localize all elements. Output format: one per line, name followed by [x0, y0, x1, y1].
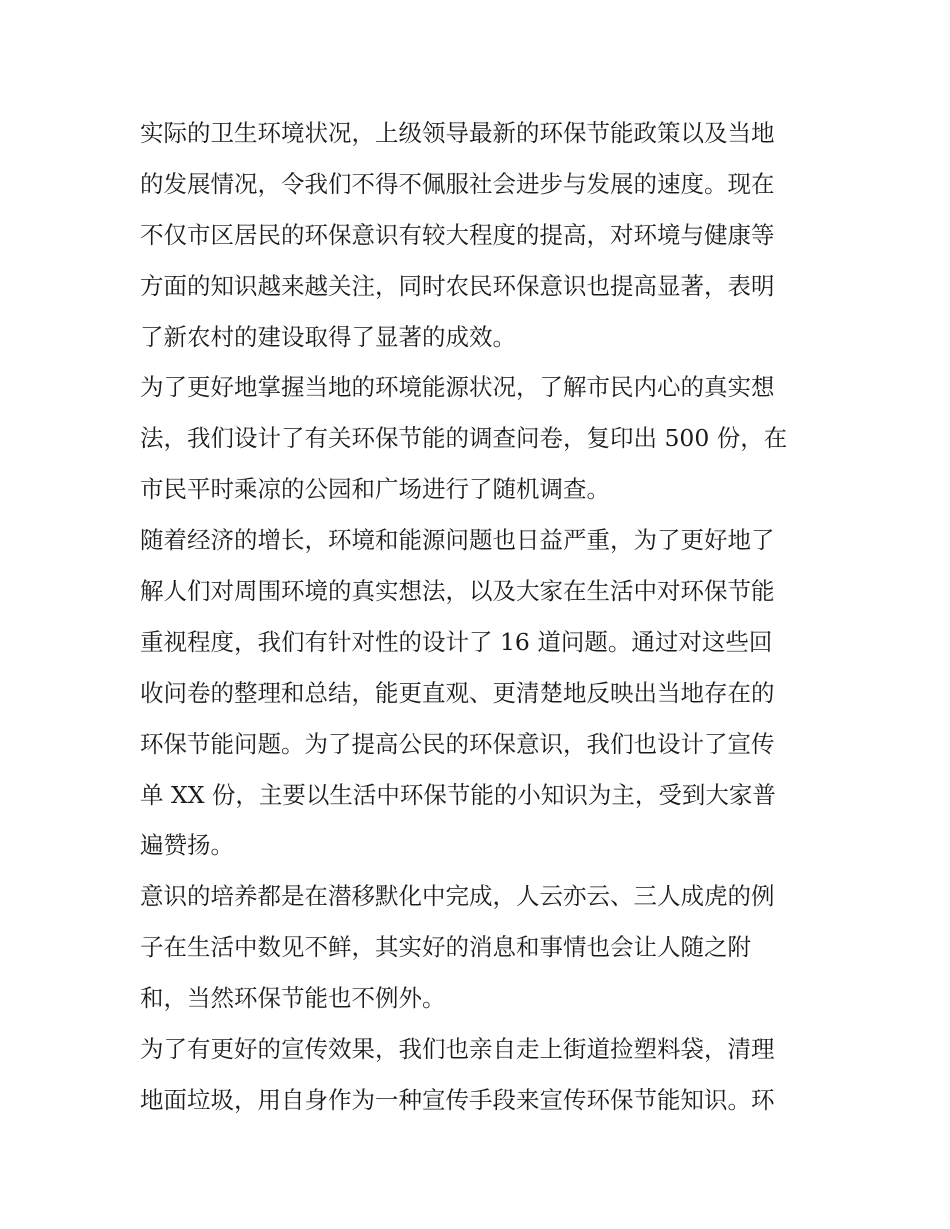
- paragraph-2: [140, 362, 820, 515]
- text-line: 为了更好地掌握当地的环境能源状况，了解市民内心的真实想: [140, 373, 775, 402]
- text-line: 了新农村的建设取得了显著的成效。: [140, 322, 516, 351]
- paragraph-4: [140, 871, 820, 1024]
- text-line: 单 XX 份，主要以生活中环保节能的小知识为主，受到大家普: [140, 780, 776, 809]
- text-line: 随着经济的增长，环境和能源问题也日益严重，为了更好地了: [140, 526, 775, 555]
- text-line: 子在生活中数见不鲜，其实好的消息和事情也会让人随之附: [140, 933, 751, 962]
- text-line: 和，当然环保节能也不例外。: [140, 984, 446, 1013]
- text-line: 实际的卫生环境状况，上级领导最新的环保节能政策以及当地: [140, 119, 775, 147]
- text-line: 重视程度，我们有针对性的设计了 16 道问题。通过对这些回: [140, 627, 773, 656]
- text-line: 解人们对周围环境的真实想法，以及大家在生活中对环保节能: [140, 577, 775, 606]
- text-line: 地面垃圾，用自身作为一种宣传手段来宣传环保节能知识。环: [140, 1085, 775, 1114]
- paragraph-3: [140, 515, 820, 871]
- text-line: 的发展情况，令我们不得不佩服社会进步与发展的速度。现在: [140, 169, 775, 198]
- text-line: 方面的知识越来越关注，同时农民环保意识也提高显著，表明: [140, 271, 775, 300]
- text-line: 环保节能问题。为了提高公民的环保意识，我们也设计了宣传: [140, 729, 775, 758]
- text-line: 市民平时乘凉的公园和广场进行了随机调查。: [140, 475, 610, 504]
- paragraph-5: [140, 1024, 820, 1126]
- text-line: 遍赞扬。: [140, 831, 234, 860]
- document-body: [140, 108, 820, 1126]
- text-line: 收问卷的整理和总结，能更直观、更清楚地反映出当地存在的: [140, 678, 775, 707]
- text-line: 为了有更好的宣传效果，我们也亲自走上街道捡塑料袋，清理: [140, 1035, 775, 1064]
- paragraph-1: [140, 108, 820, 362]
- text-line: 不仅市区居民的环保意识有较大程度的提高，对环境与健康等: [140, 220, 775, 249]
- text-line: 法，我们设计了有关环保节能的调查问卷，复印出 500 份，在: [140, 424, 788, 453]
- text-line: 意识的培养都是在潜移默化中完成，人云亦云、三人成虎的例: [140, 882, 775, 911]
